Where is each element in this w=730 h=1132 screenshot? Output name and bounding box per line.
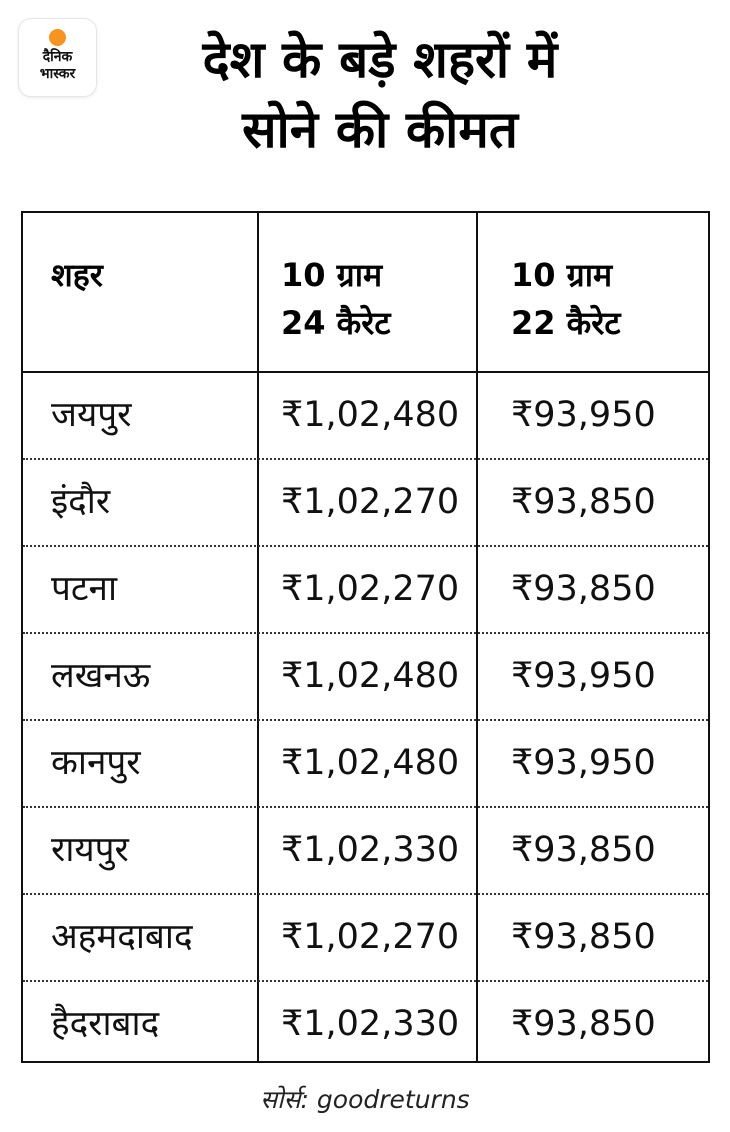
gold-price-table [21,211,710,1063]
source-credit: सोर्स: goodreturns [260,1085,470,1114]
city-cell: हैदराबाद [51,1004,160,1044]
table-row [23,634,708,721]
table-row [23,982,708,1069]
title-line1: देश के बड़े शहरों में [202,31,558,90]
dainik-bhaskar-logo [19,19,96,96]
logo-text-line1: दैनिक [42,49,73,65]
header-22-carat-line1: 10 ग्राम [511,256,613,294]
price-22-cell: ₹93,950 [511,656,656,696]
table-header-row [23,213,708,373]
table-row [23,460,708,547]
price-24-cell: ₹1,02,270 [281,482,460,522]
price-24-cell: ₹1,02,330 [281,830,460,870]
price-24-cell: ₹1,02,480 [281,743,460,783]
title-line2: सोने की कीमत [242,101,518,160]
price-24-cell: ₹1,02,270 [281,917,460,957]
logo-text-line2: भास्कर [39,66,76,82]
header-city [51,251,103,299]
header-city-label: शहर [51,256,103,294]
price-24-cell: ₹1,02,480 [281,395,460,435]
sun-icon [49,29,66,46]
city-cell: लखनऊ [51,656,151,696]
city-cell: इंदौर [51,482,111,522]
price-24-cell: ₹1,02,480 [281,656,460,696]
header-24-carat-line1: 10 ग्राम [281,256,383,294]
header-24-carat [281,251,390,347]
table-row [23,721,708,808]
table-row [23,547,708,634]
price-22-cell: ₹93,850 [511,569,656,609]
table-row [23,808,708,895]
price-22-cell: ₹93,850 [511,917,656,957]
price-22-cell: ₹93,950 [511,395,656,435]
header-22-carat [511,251,620,347]
price-22-cell: ₹93,950 [511,743,656,783]
city-cell: रायपुर [51,830,129,870]
price-24-cell: ₹1,02,330 [281,1004,460,1044]
price-22-cell: ₹93,850 [511,482,656,522]
header-22-carat-line2: 22 कैरेट [511,304,621,342]
table-row [23,895,708,982]
city-cell: कानपुर [51,743,141,783]
city-cell: जयपुर [51,395,132,435]
city-cell: अहमदाबाद [51,917,193,957]
header-24-carat-line2: 24 कैरेट [281,304,391,342]
table-row [23,373,708,460]
price-22-cell: ₹93,850 [511,1004,656,1044]
price-24-cell: ₹1,02,270 [281,569,460,609]
city-cell: पटना [51,569,118,609]
price-22-cell: ₹93,850 [511,830,656,870]
page-title [100,26,660,166]
